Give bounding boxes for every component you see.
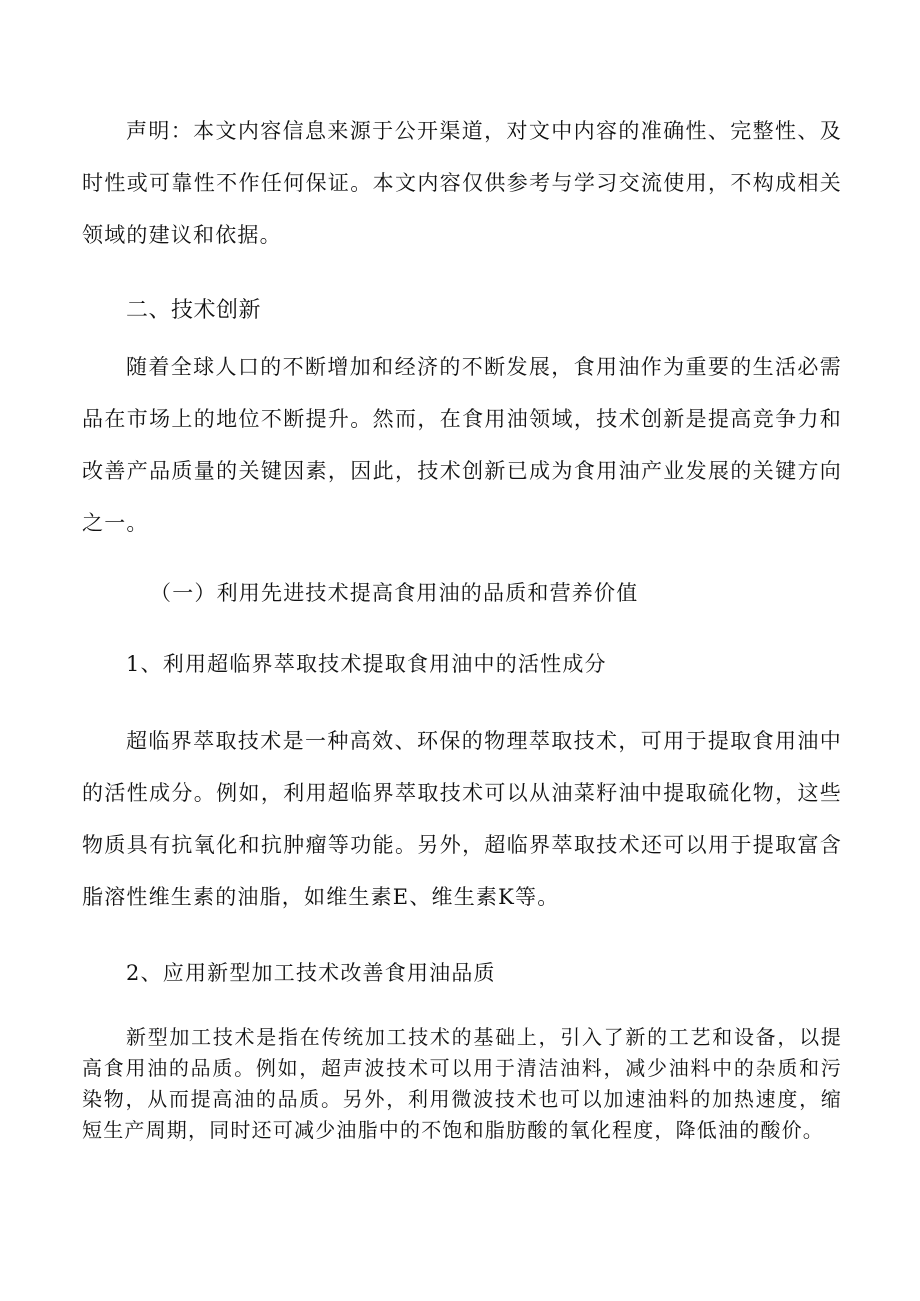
item-1-title: 1、利用超临界萃取技术提取食用油中的活性成分 <box>126 652 607 676</box>
intro-paragraph: 随着全球人口的不断增加和经济的不断发展，食用油作为重要的生活必需品在市场上的地位不断提升。然而，在食用油领域，技术创新是提高竞争力和改善产品质量的关键因素，因此，技术创新已成为食用油产业发展的关键方向之一。 <box>82 355 842 535</box>
item-2-paragraph: 新型加工技术是指在传统加工技术的基础上，引入了新的工艺和设备，以提高食用油的品质。例如，超声波技术可以用于清洁油料，减少油料中的杂质和污染物，从而提高油的品质。另外，利用微波技术也可以加速油料的加热速度，缩短生产周期，同时还可减少油脂中的不饱和脂肪酸的氧化程度，降低油的酸价。 <box>82 1025 842 1142</box>
item-1-paragraph: 超临界萃取技术是一种高效、环保的物理萃取技术，可用于提取食用油中的活性成分。例如，利用超临界萃取技术可以从油菜籽油中提取硫化物，这些物质具有抗氧化和抗肿瘤等功能。另外，超临界萃取技术还可以用于提取富含脂溶性维生素的油脂，如维生素E、维生素K等。 <box>82 729 842 909</box>
subsection-title-1: （一）利用先进技术提高食用油的品质和营养价值 <box>150 581 639 605</box>
item-2-title: 2、应用新型加工技术改善食用油品质 <box>126 961 496 985</box>
disclaimer-paragraph: 声明：本文内容信息来源于公开渠道，对文中内容的准确性、完整性、及时性或可靠性不作任何保证。本文内容仅供参考与学习交流使用，不构成相关领域的建议和依据。 <box>82 119 842 247</box>
section-title: 二、技术创新 <box>126 298 262 323</box>
